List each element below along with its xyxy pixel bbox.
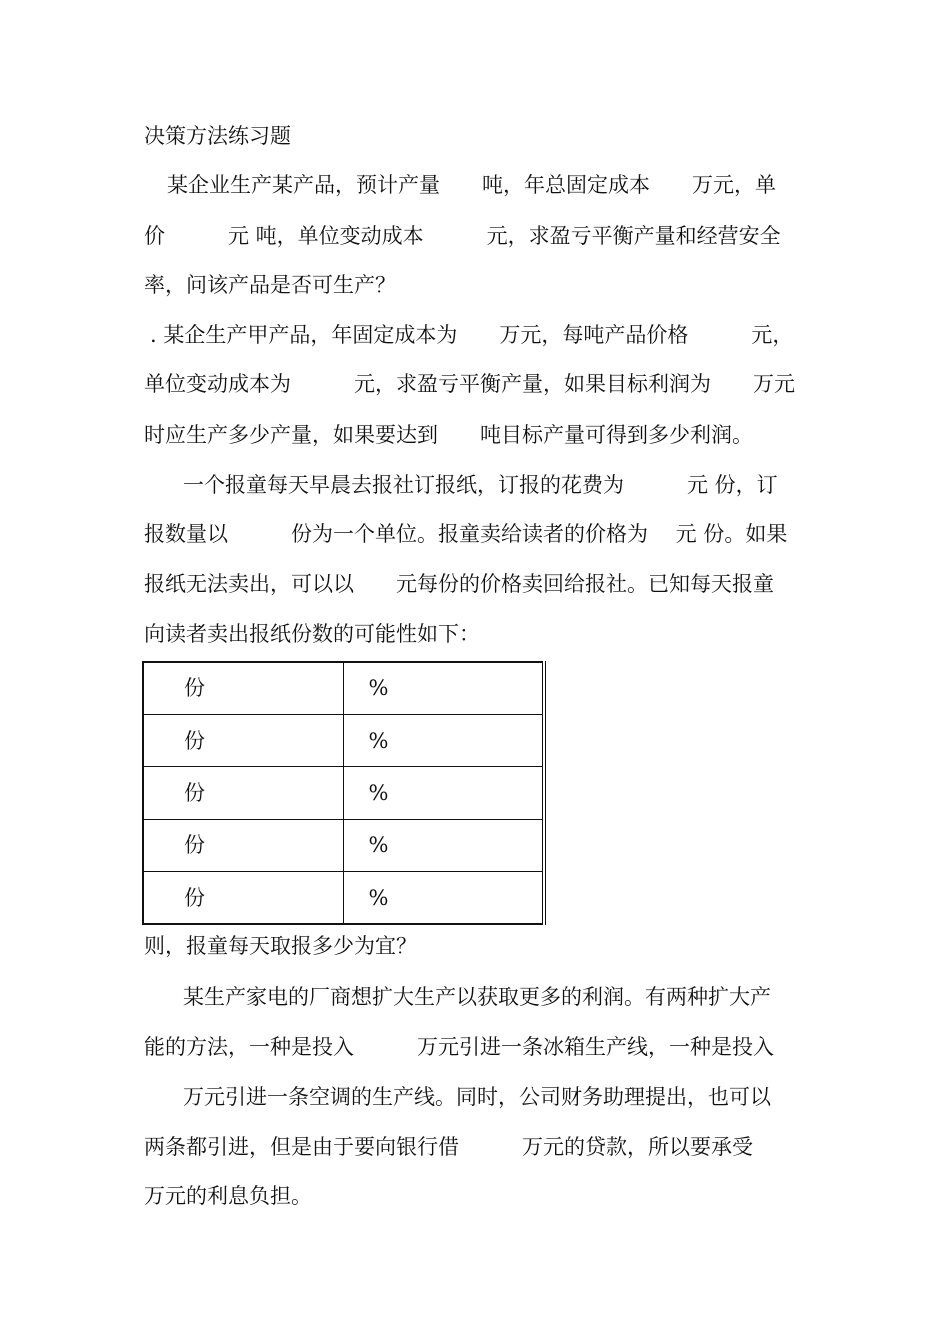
q1-line-1: 某企业生产某产品，预计产量 吨，年总固定成本 万元，单: [167, 173, 776, 197]
q2-line-2: 单位变动成本为 元，求盈亏平衡产量，如果目标利润为 万元: [144, 372, 795, 396]
q3-line-3: 报纸无法卖出，可以以 元每份的价格卖回给报社。已知每天报童: [144, 572, 774, 596]
table-row: [143, 767, 544, 819]
q4-line-3: 万元引进一条空调的生产线。同时，公司财务助理提出，也可以: [183, 1085, 771, 1109]
table-cell: 份: [143, 714, 343, 766]
table-cell: 份: [143, 872, 343, 924]
table-cell: %: [343, 662, 544, 714]
q4-line-5: 万元的利息负担。: [144, 1184, 312, 1208]
q3-question: 则，报童每天取报多少为宜？: [144, 934, 417, 958]
q3-line-4: 向读者卖出报纸份数的可能性如下：: [144, 622, 480, 646]
table-cell: %: [343, 767, 544, 819]
q3-line-2: 报数量以 份为一个单位。报童卖给读者的价格为 元 份。如果: [144, 522, 788, 546]
q3-line-1: 一个报童每天早晨去报社订报纸，订报的花费为 元 份，订: [183, 473, 778, 497]
q2-line-3: 时应生产多少产量，如果要达到 吨目标产量可得到多少利润。: [144, 423, 753, 447]
q2-line-1: . 某企生产甲产品，年固定成本为 万元，每吨产品价格 元，: [150, 323, 794, 347]
table-cell: %: [343, 819, 544, 871]
table-cell: 份: [143, 767, 343, 819]
q4-line-1: 某生产家电的厂商想扩大生产以获取更多的利润。有两种扩大产: [183, 985, 771, 1009]
q4-line-4: 两条都引进，但是由于要向银行借 万元的贷款，所以要承受: [144, 1135, 753, 1159]
table-cell: 份: [143, 662, 343, 714]
table-row: [143, 714, 544, 766]
table-row: [143, 819, 544, 871]
q1-line-2: 价 元 吨，单位变动成本 元，求盈亏平衡产量和经营安全: [144, 224, 781, 248]
sales-probability-table: [142, 661, 546, 925]
q1-line-3: 率，问该产品是否可生产？: [144, 273, 396, 297]
table-cell: %: [343, 872, 544, 924]
q4-line-2: 能的方法，一种是投入 万元引进一条冰箱生产线，一种是投入: [144, 1035, 774, 1059]
table-row: [143, 662, 544, 714]
table-row: [143, 872, 544, 924]
page-title: 决策方法练习题: [144, 124, 291, 148]
table-cell: %: [343, 714, 544, 766]
table-cell: 份: [143, 819, 343, 871]
